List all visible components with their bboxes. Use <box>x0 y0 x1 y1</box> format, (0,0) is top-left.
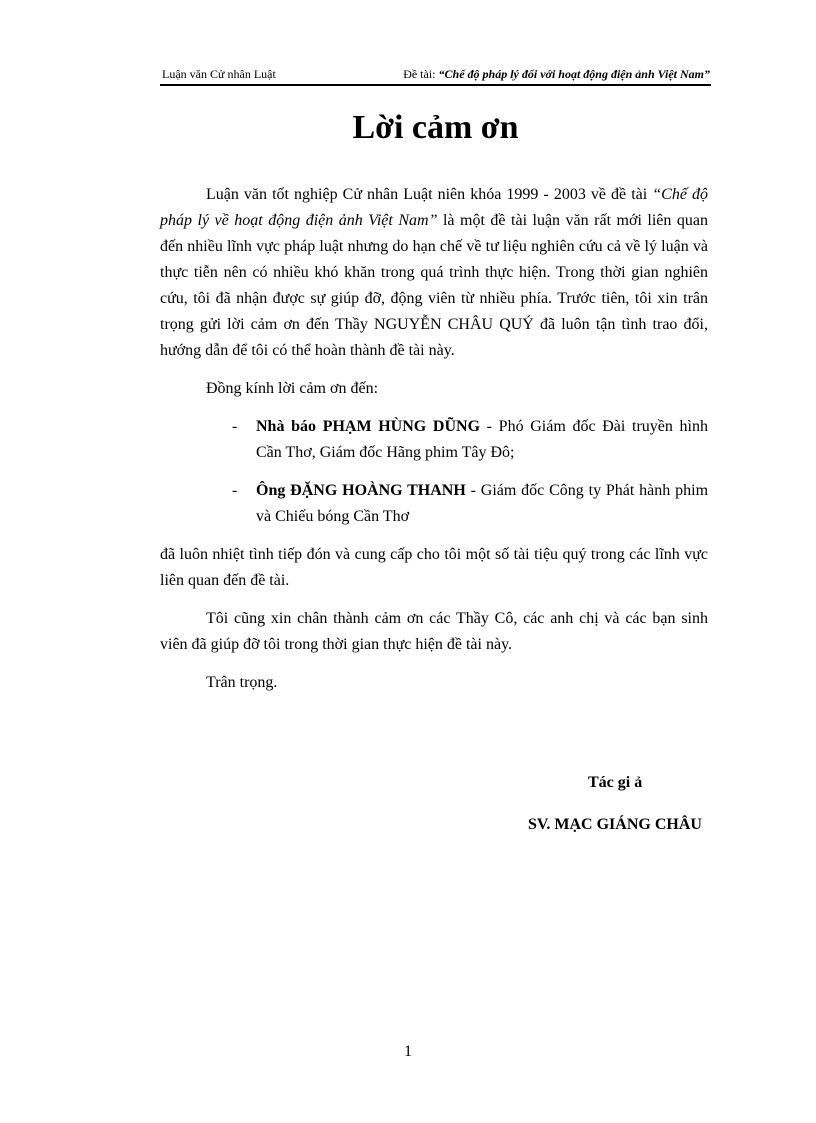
thesis-title-italic: “Chế độ pháp lý về hoạt động điện ảnh Việt Nam” <box>160 186 708 229</box>
list-item <box>160 478 708 530</box>
list-dash: - <box>232 482 238 499</box>
page-title: Lời cảm ơn <box>352 109 519 146</box>
page-number: 1 <box>404 1043 412 1060</box>
list-item-role: - Giám đốc Công ty Phát hành phim và Chiếu bóng Cần Thơ <box>256 482 709 525</box>
list-item <box>160 414 708 466</box>
paragraph-support: đã luôn nhiệt tình tiếp đón và cung cấp cho tôi một số tài tiệu quý trong các lĩnh vực liên quan đến đề tài. <box>160 546 708 589</box>
paragraph-intro-text-1: Luận văn tốt nghiệp Cử nhân Luật niên khóa 1999 - 2003 về đề tài <box>206 186 653 203</box>
header-topic-label: Đề tài: <box>403 67 439 81</box>
header-rule <box>160 84 711 86</box>
list-dash: - <box>232 418 238 435</box>
paragraph-intro-text-2: là một đề tài luận văn rất mới liên quan đến nhiều lĩnh vực pháp luật nhưng do hạn chế về tư liệu nghiên cứu cả về lý luận và thực tiễn nên có nhiều khó khăn trong quá trình thực hiện. Trong thời gian nghiên cứu, tôi đã nhận được sự giúp đỡ, động viên từ nhiều phía. Trước tiên, tôi xin trân trọng gửi lời cảm ơn đến Thầy NGUYỄN CHÂU QUÝ đã luôn tận tình trao đổi, hướng dẫn để tôi có thể hoàn thành đề tài này. <box>160 212 708 359</box>
list-item-name: Nhà báo PHẠM HÙNG DŨNG <box>256 418 481 435</box>
header-left-text: Luận văn Cử nhân Luật <box>162 67 276 81</box>
header-right-text <box>403 66 710 82</box>
paragraph-intro <box>160 182 708 364</box>
header-topic-title: “Chế độ pháp lý đối với hoạt động điện ảnh Việt Nam” <box>438 67 710 81</box>
paragraph-thanks-to: Đồng kính lời cảm ơn đến: <box>206 380 379 397</box>
list-item-name: Ông ĐẶNG HOÀNG THANH <box>256 482 466 499</box>
paragraph-regards: Trân trọng. <box>206 674 278 691</box>
signature-role: Tác gi ả <box>588 774 643 791</box>
signature-name: SV. MẠC GIÁNG CHÂU <box>528 816 702 833</box>
document-body <box>160 182 708 696</box>
paragraph-closing-thanks: Tôi cũng xin chân thành cảm ơn các Thầy Cô, các anh chị và các bạn sinh viên đã giúp đỡ tôi trong thời gian thực hiện đề tài này. <box>160 610 708 653</box>
list-item-role: - Phó Giám đốc Đài truyền hình Cần Thơ, Giám đốc Hãng phim Tây Đô; <box>256 418 708 461</box>
